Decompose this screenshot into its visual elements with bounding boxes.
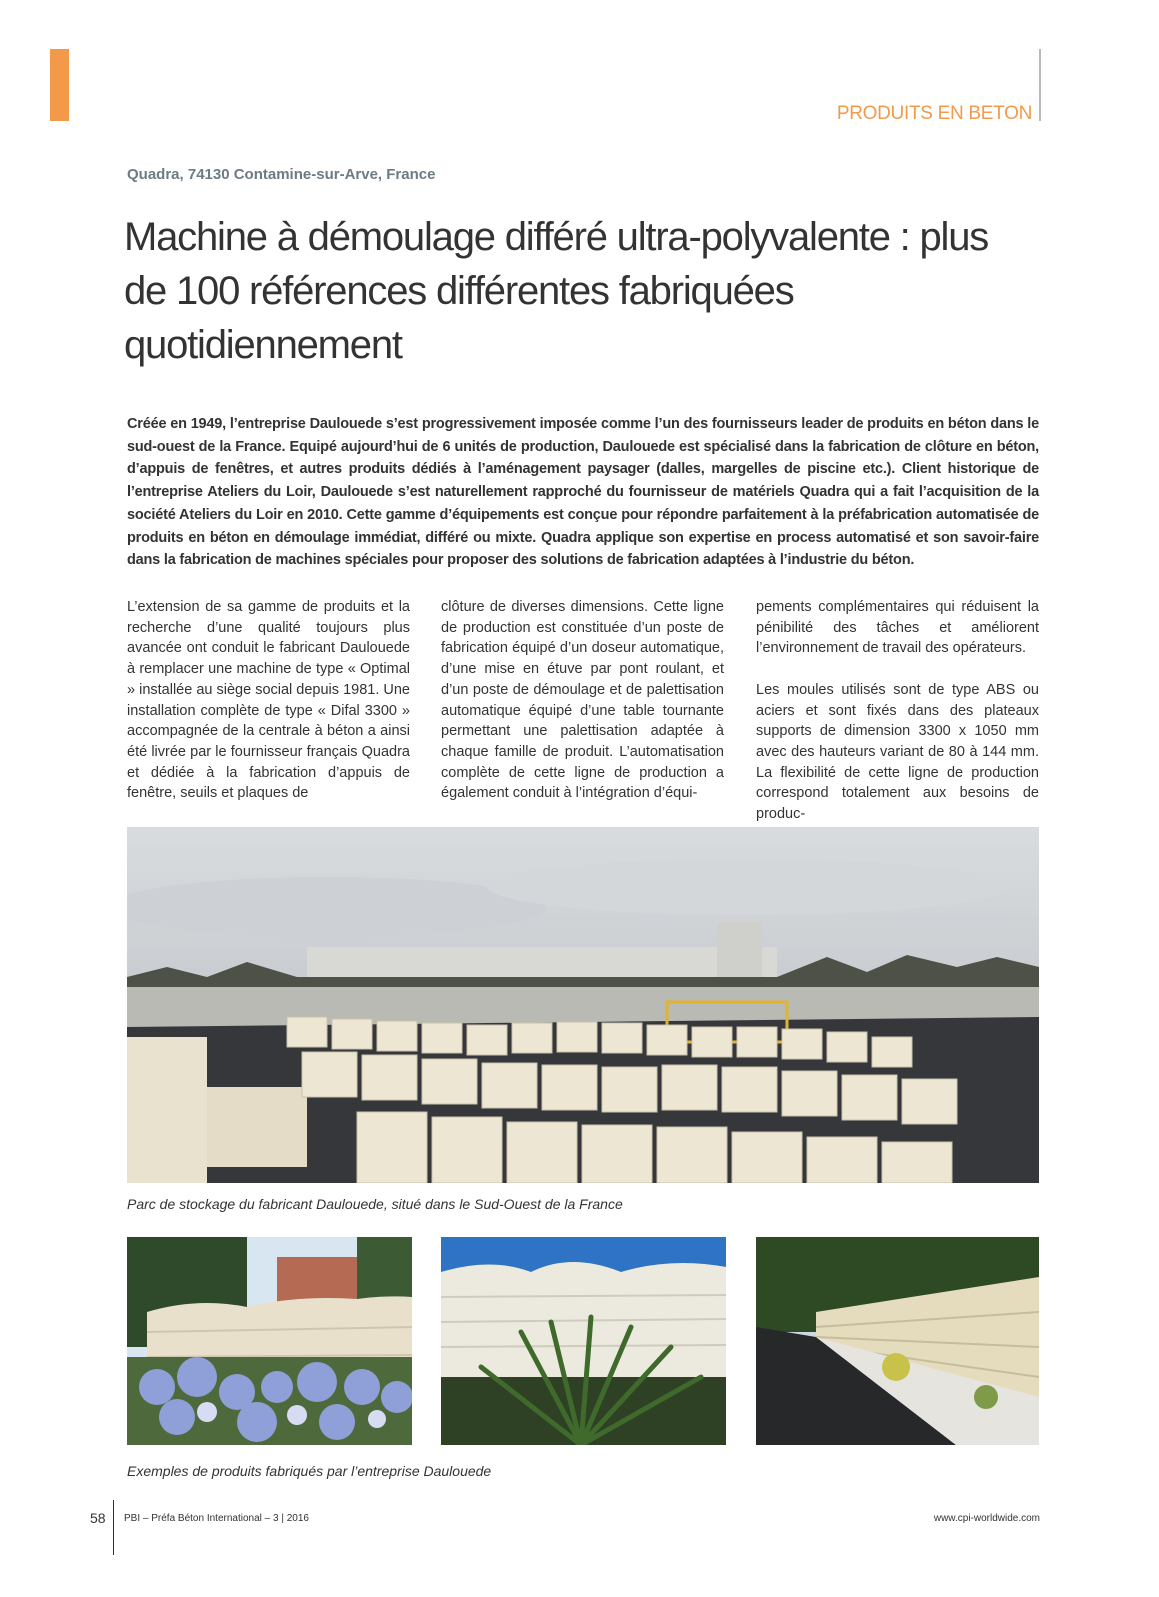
- section-divider: [1039, 49, 1041, 121]
- body-column-1: [127, 597, 410, 825]
- body-paragraph: clôture de diverses dimensions. Cette ligne de production est constituée d’un poste de fabrication équipé d’un doseur automatique, d’une mise en étuve par pont roulant, et d’un poste de démoulage et de palettisation automatique équipé d’une table tournante permettant une palettisation adaptée à chaque famille de produit. L’automatisation complète de cette ligne de production a également conduit à l’intégration d’équi-: [441, 599, 724, 802]
- body-paragraph: Les moules utilisés sont de type ABS ou aciers et sont fixés dans des plateaux supports de dimension 3300 x 1050 mm avec des hauteurs variant de 80 à 144 mm. La flexibilité de cette ligne de production correspond totalement aux besoins de produc-: [756, 681, 1039, 823]
- article-lead: Créée en 1949, l’entreprise Daulouede s’est progressivement imposée comme l’un des fournisseurs leader de produits en béton dans le sud-ouest de la France. Equipé aujourd’hui de 6 unités de production, Daulouede est spécialisé dans la fabrication de clôture en béton, d’appuis de fenêtres, et autres produits dédiés à l’aménagement paysager (dalles, margelles de piscine etc.). Client historique de l’entreprise Ateliers du Loir, Daulouede s’est naturellement rapproché du fournisseur de matériels Quadra qui a fait l’acquisition de la société Ateliers du Loir en 2010. Cette gamme d’équipements est conçue pour répondre parfaitement à la préfabrication automatisée de produits en béton en démoulage immédiat, différé ou mixte. Quadra applique son expertise en process automatisé et son savoir-faire dans la fabrication de machines spéciales pour proposer des solutions de fabrication adaptées à l’industrie du béton.: [127, 416, 1039, 569]
- publication-name: PBI – Préfa Béton International – 3 | 2016: [124, 1513, 309, 1524]
- page-number: 58: [90, 1510, 106, 1526]
- body-paragraph: L’extension de sa gamme de produits et la recherche d’une qualité toujours plus avancée ont conduit le fabricant Daulouede à remplacer une machine de type « Optimal » installée au siège social depuis 1981. Une installation complète de type « Difal 3300 » accompagnée de la centrale à béton a ainsi été livrée par le fournisseur français Quadra et dédiée à la fabrication d’appuis de fenêtre, seuils et plaques de: [127, 599, 410, 802]
- products-caption: Exemples de produits fabriqués par l’entreprise Daulouede: [127, 1463, 492, 1479]
- footer-divider: [113, 1500, 114, 1555]
- fence-driveway-photo: [756, 1237, 1039, 1445]
- fence-palm-photo: [441, 1237, 726, 1445]
- fence-hydrangea-photo: [127, 1237, 412, 1445]
- accent-bar: [50, 49, 69, 121]
- storage-yard-photo: [127, 827, 1039, 1183]
- article-byline: Quadra, 74130 Contamine-sur-Arve, France: [127, 166, 436, 183]
- body-column-2: [441, 597, 724, 825]
- section-label: PRODUITS EN BETON: [836, 103, 1032, 124]
- body-paragraph: pements complémentaires qui réduisent la pénibilité des tâches et améliorent l’environnement de travail des opérateurs.: [756, 599, 1039, 657]
- website-url[interactable]: www.cpi-worldwide.com: [933, 1513, 1040, 1524]
- body-column-3: [756, 597, 1039, 845]
- storage-yard-caption: Parc de stockage du fabricant Daulouede, situé dans le Sud-Ouest de la France: [127, 1196, 623, 1212]
- article-headline: Machine à démoulage différé ultra-polyvalente : plus de 100 références différentes fabriquées quotidiennement: [124, 215, 989, 367]
